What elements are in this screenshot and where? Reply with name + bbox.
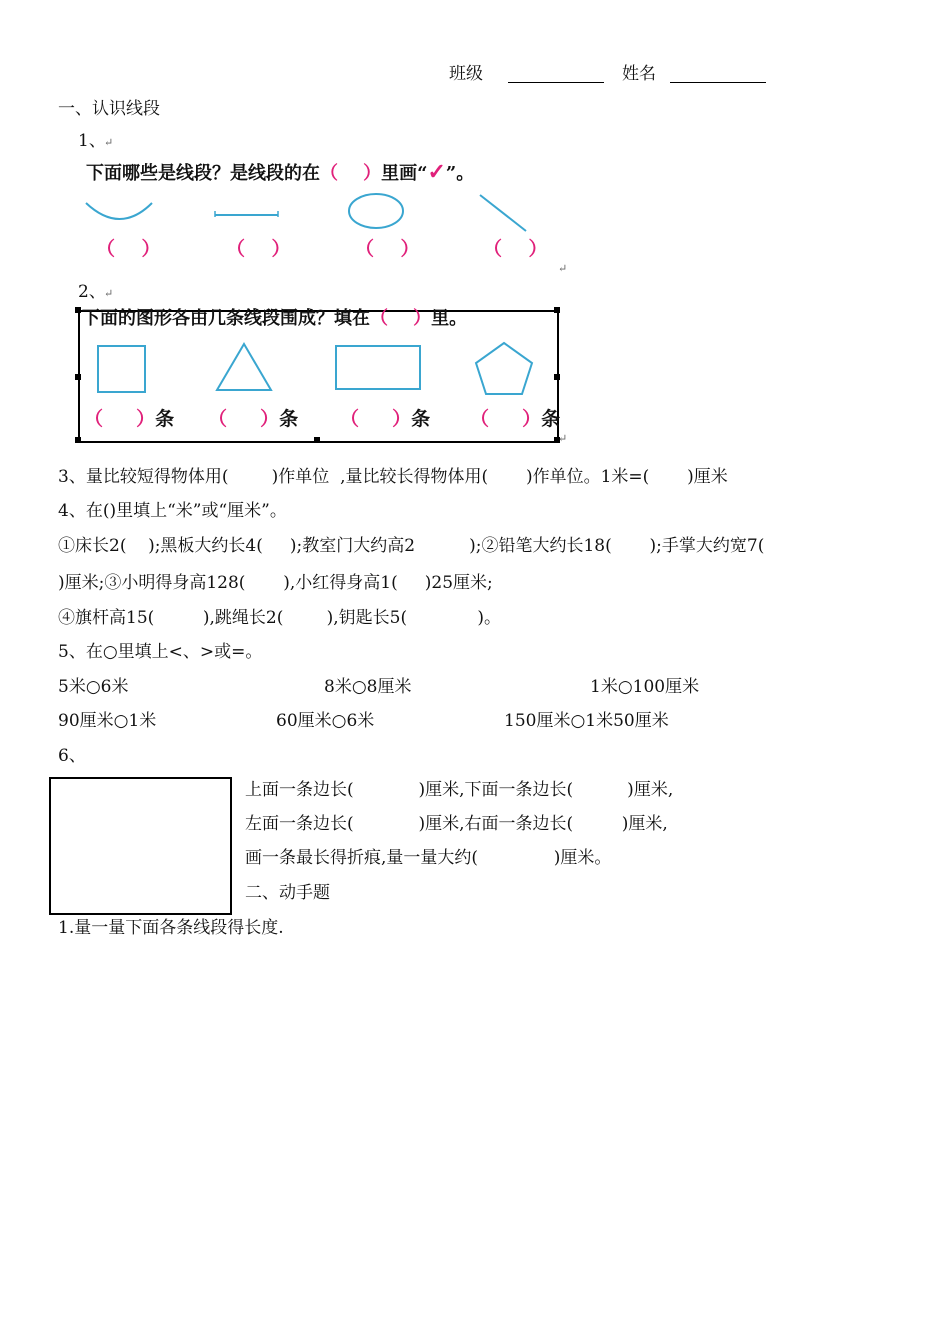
triangle-figure [217, 344, 271, 390]
return-mark-icon: ↵ [104, 287, 114, 300]
return-mark-icon: ↵ [558, 262, 568, 275]
curve-figure [86, 203, 152, 219]
q6-line-3: 画一条最长得折痕,量一量大约( )厘米。 [245, 848, 612, 868]
name-label: 姓名 [622, 64, 656, 84]
q2-instruction: 下面的图形各由几条线段围成？填在（ ）里。 [82, 308, 468, 329]
square-figure [98, 346, 145, 392]
q6-line-2: 左面一条边长( )厘米,右面一条边长( )厘米, [245, 814, 668, 834]
q2-answer-2[interactable]: （ ）条 [208, 408, 299, 430]
q5-item: 1米○100厘米 [590, 677, 700, 697]
q2-number: 2、 [78, 282, 106, 302]
q1-answer-1[interactable]: （ ） [96, 238, 161, 260]
q4-title: 4、在()里填上“米”或“厘米”。 [58, 501, 287, 521]
q4-line-3: ④旗杆高15( ),跳绳长2( ),钥匙长5( )。 [58, 608, 501, 628]
class-label: 班级 [449, 64, 483, 84]
pentagon-figure [476, 343, 532, 394]
segment-figure-2 [480, 195, 526, 231]
rectangle-figure [336, 346, 420, 389]
q4-line-2: )厘米;③小明得身高128( ),小红得身高1( )25厘米; [58, 573, 493, 593]
q3-text: 3、量比较短得物体用( )作单位 ,量比较长得物体用( )作单位。1米=( )厘米 [58, 467, 728, 487]
q2-answer-1[interactable]: （ ）条 [84, 408, 175, 430]
q6-rectangle [49, 777, 232, 915]
ellipse-figure [349, 194, 403, 228]
q1-answer-3[interactable]: （ ） [355, 238, 420, 260]
q5-title: 5、在○里填上<、>或=。 [58, 642, 263, 662]
q5-item: 60厘米○6米 [276, 711, 375, 731]
q5-item: 8米○8厘米 [324, 677, 412, 697]
q5-item: 90厘米○1米 [58, 711, 157, 731]
section2-q1: 1.量一量下面各条线段得长度. [58, 918, 284, 938]
checkmark-icon: ✓ [427, 159, 446, 185]
q4-line-1: ①床长2( );黑板大约长4( );教室门大约高2 );②铅笔大约长18( );手掌大约宽7( [58, 536, 765, 556]
q1-figures [80, 195, 550, 240]
name-field[interactable] [670, 66, 766, 83]
q2-answer-4[interactable]: （ ）条 [470, 408, 561, 430]
return-mark-icon: ↵ [558, 432, 568, 445]
q2-answer-3[interactable]: （ ）条 [340, 408, 431, 430]
section2-title: 二、动手题 [245, 883, 330, 903]
class-field[interactable] [508, 66, 604, 83]
q1-instruction: 下面哪些是线段？是线段的在（ ）里画“✓”。 [86, 159, 475, 185]
return-mark-icon: ↵ [104, 136, 114, 149]
q1-answer-4[interactable]: （ ） [483, 238, 548, 260]
q5-item: 150厘米○1米50厘米 [504, 711, 669, 731]
section1-title: 一、认识线段 [58, 99, 160, 119]
q6-number: 6、 [58, 746, 86, 766]
q5-item: 5米○6米 [58, 677, 129, 697]
q6-line-1: 上面一条边长( )厘米,下面一条边长( )厘米, [245, 780, 674, 800]
q1-answer-2[interactable]: （ ） [226, 238, 291, 260]
q1-number: 1、 [78, 131, 106, 151]
